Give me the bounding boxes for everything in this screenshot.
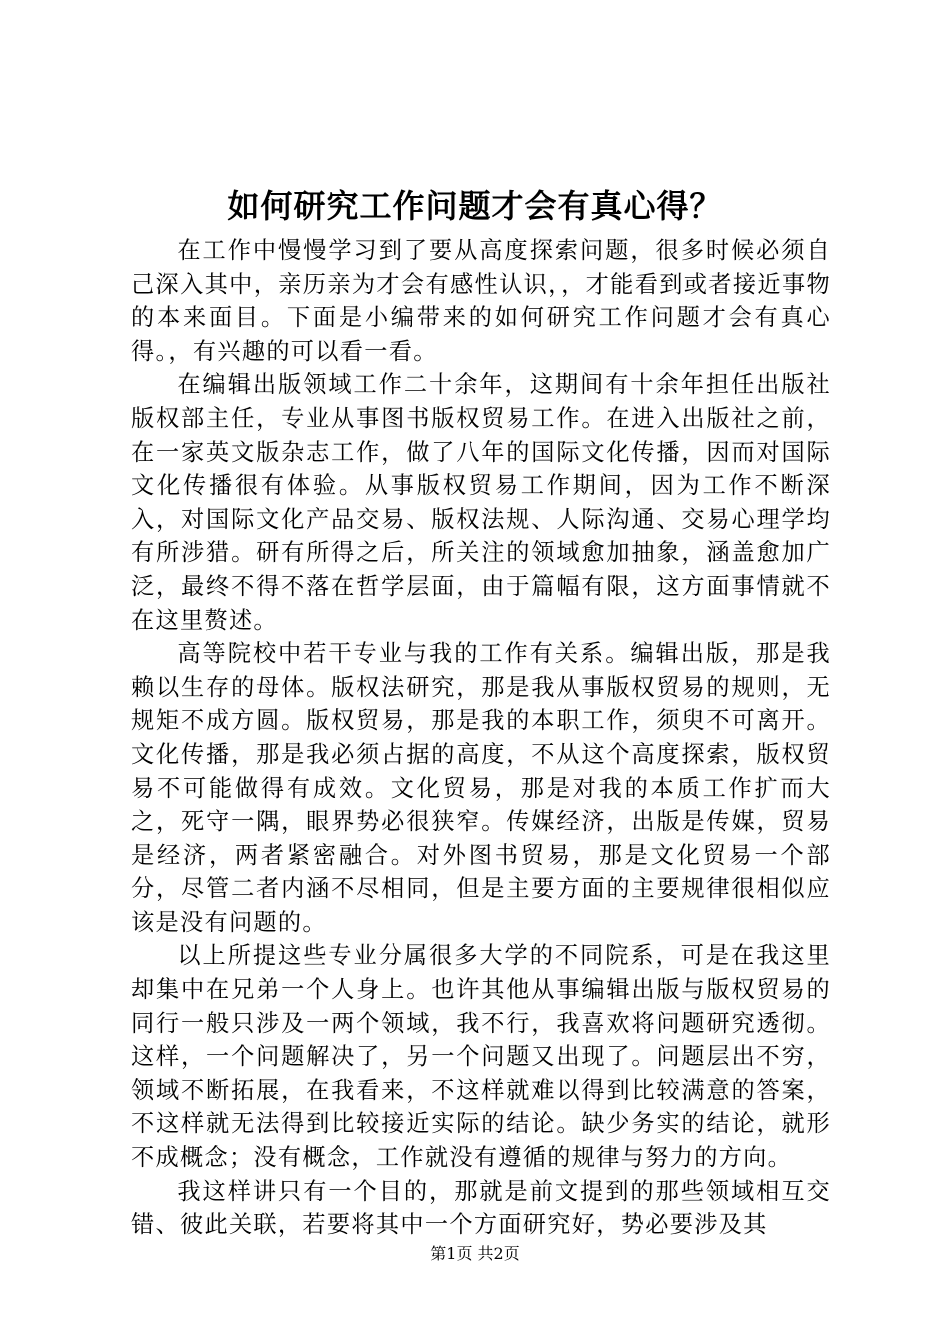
paragraph: 以上所提这些专业分属很多大学的不同院系，可是在我这里却集中在兄弟一个人身上。也许其他从事编辑出版与版权贸易的同行一般只涉及一两个领域，我不行，我喜欢将问题研究透彻。这样，一个问题解决了，另一个问题又出现了。问题层出不穷，领域不断拓展，在我看来，不这样就难以得到比较满意的答案，不这样就无法得到比较接近实际的结论。缺少务实的结论，就形不成概念；没有概念，工作就没有遵循的规律与努力的方向。 xyxy=(131,942,831,1172)
paragraph: 我这样讲只有一个目的，那就是前文提到的那些领域相互交错、彼此关联，若要将其中一个方面研究好，势必要涉及其 xyxy=(131,1177,831,1239)
paragraph: 高等院校中若干专业与我的工作有关系。编辑出版，那是我赖以生存的母体。版权法研究，那是我从事版权贸易的规则，无规矩不成方圆。版权贸易，那是我的本职工作，须臾不可离开。文化传播，那是我必须占据的高度，不从这个高度探索，版权贸易不可能做得有成效。文化贸易，那是对我的本质工作扩而大之，死守一隅，眼界势必很狭窄。传媒经济，出版是传媒，贸易是经济，两者紧密融合。对外图书贸易，那是文化贸易一个部分，尽管二者内涵不尽相同，但是主要方面的主要规律很相似应该是没有问题的。 xyxy=(131,640,831,936)
document-title: 如何研究工作问题才会有真心得？ xyxy=(227,187,723,225)
document-body xyxy=(131,234,831,1242)
paragraph: 在编辑出版领域工作二十余年，这期间有十余年担任出版社版权部主任，专业从事图书版权贸易工作。在进入出版社之前，在一家英文版杂志工作，做了八年的国际文化传播，因而对国际文化传播很有体验。从事版权贸易工作期间，因为工作不断深入，对国际文化产品交易、版权法规、人际沟通、交易心理学均有所涉猎。研有所得之后，所关注的领域愈加抽象，涵盖愈加广泛，最终不得不落在哲学层面，由于篇幅有限，这方面事情就不在这里赘述。 xyxy=(131,371,831,634)
page-number-footer: 第1页 共2页 xyxy=(430,1244,520,1263)
paragraph: 在工作中慢慢学习到了要从高度探索问题，很多时候必须自己深入其中，亲历亲为才会有感性认识，，才能看到或者接近事物的本来面目。下面是小编带来的如何研究工作问题才会有真心得。，有兴趣的可以看一看。 xyxy=(131,237,831,365)
